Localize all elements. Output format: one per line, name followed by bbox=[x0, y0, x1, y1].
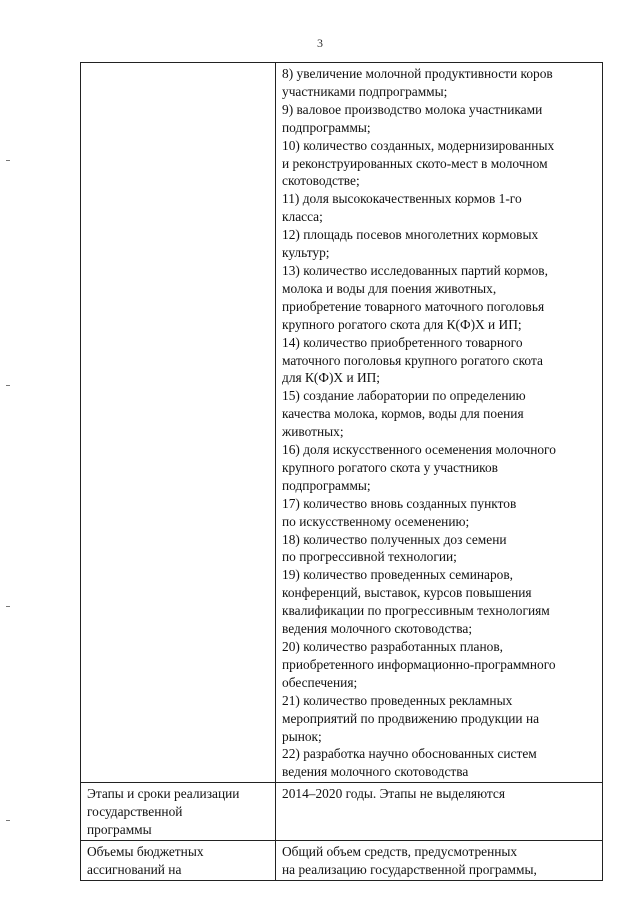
row-label-line: государственной bbox=[87, 804, 183, 820]
row-content-line: 15) создание лаборатории по определению bbox=[282, 388, 526, 404]
row-content-line: крупного рогатого скота у участников bbox=[282, 459, 498, 475]
table-row bbox=[81, 63, 603, 783]
row-content-line: приобретенного информационно-программного bbox=[282, 656, 556, 672]
row-content-line: ведения молочного скотоводства; bbox=[282, 621, 473, 637]
row-content-line: для К(Ф)Х и ИП; bbox=[282, 370, 381, 386]
row-content-cell bbox=[276, 840, 603, 880]
row-label-line: Этапы и сроки реализации bbox=[87, 786, 240, 802]
row-content-line: 12) площадь посевов многолетних кормовых bbox=[282, 227, 539, 243]
row-content-line: 17) количество вновь созданных пунктов bbox=[282, 495, 517, 511]
row-content-line: культур; bbox=[282, 245, 330, 261]
row-content-line: 22) разработка научно обоснованных систем bbox=[282, 746, 537, 762]
margin-mark bbox=[6, 160, 10, 161]
row-content-line: квалификации по прогрессивным технологиям bbox=[282, 603, 550, 619]
row-content-line: по искусственному осеменению; bbox=[282, 513, 470, 529]
page-number: 3 bbox=[317, 36, 323, 50]
row-content-line: 21) количество проведенных рекламных bbox=[282, 692, 513, 708]
row-content-line: 10) количество созданных, модернизированных bbox=[282, 137, 555, 153]
margin-mark bbox=[6, 820, 10, 821]
passport-table-body bbox=[81, 63, 603, 881]
row-content-line: 16) доля искусственного осеменения молочного bbox=[282, 442, 556, 458]
row-label-line: Объемы бюджетных bbox=[87, 843, 204, 859]
row-content-line: обеспечения; bbox=[282, 674, 358, 690]
row-label-cell bbox=[81, 840, 276, 880]
row-label-cell bbox=[81, 63, 276, 783]
row-content-line: и реконструированных ското-мест в молочном bbox=[282, 155, 548, 171]
row-content-line: 8) увеличение молочной продуктивности коров bbox=[282, 66, 553, 81]
passport-table bbox=[80, 62, 603, 881]
row-content-line: 9) валовое производство молока участниками bbox=[282, 101, 543, 117]
row-content-line: участниками подпрограммы; bbox=[282, 83, 448, 99]
row-content-line: на реализацию государственной программы, bbox=[282, 861, 537, 877]
row-content-line: конференций, выставок, курсов повышения bbox=[282, 585, 532, 601]
row-content-line: по прогрессивной технологии; bbox=[282, 549, 457, 565]
row-content-line: 13) количество исследованных партий кормов, bbox=[282, 262, 548, 278]
row-content-line: рынок; bbox=[282, 728, 322, 744]
row-content-line: 19) количество проведенных семинаров, bbox=[282, 567, 514, 583]
row-label-cell bbox=[81, 783, 276, 841]
row-content-line: 14) количество приобретенного товарного bbox=[282, 334, 523, 350]
table-row bbox=[81, 783, 603, 841]
row-content-line: класса; bbox=[282, 209, 323, 225]
row-content-line: подпрограммы; bbox=[282, 119, 371, 135]
margin-mark bbox=[6, 606, 10, 607]
row-content-line: мероприятий по продвижению продукции на bbox=[282, 710, 540, 726]
row-label-line: программы bbox=[87, 822, 152, 838]
margin-mark bbox=[6, 385, 10, 386]
row-content-line: скотоводстве; bbox=[282, 173, 360, 189]
row-label-line: ассигнований на bbox=[87, 861, 182, 877]
row-content-line: 20) количество разработанных планов, bbox=[282, 639, 504, 654]
row-content-line: крупного рогатого скота для К(Ф)Х и ИП; bbox=[282, 316, 522, 332]
row-content-line: молока и воды для поения животных, bbox=[282, 280, 497, 296]
row-content-line: 18) количество полученных доз семени bbox=[282, 531, 507, 547]
row-content-line: подпрограммы; bbox=[282, 477, 371, 493]
row-content-line: 2014–2020 годы. Этапы не выделяются bbox=[282, 786, 506, 802]
row-content-line: 11) доля высококачественных кормов 1-го bbox=[282, 191, 522, 207]
row-content-line: маточного поголовья крупного рогатого скота bbox=[282, 352, 543, 368]
row-content-line: качества молока, кормов, воды для поения bbox=[282, 406, 524, 422]
row-content-line: животных; bbox=[282, 424, 344, 440]
table-row bbox=[81, 840, 603, 880]
row-content-line: приобретение товарного маточного поголовья bbox=[282, 298, 545, 314]
row-content-line: ведения молочного скотоводства bbox=[282, 764, 469, 780]
row-content-cell bbox=[276, 63, 603, 783]
row-content-line: Общий объем средств, предусмотренных bbox=[282, 843, 518, 859]
row-content-cell bbox=[276, 783, 603, 841]
